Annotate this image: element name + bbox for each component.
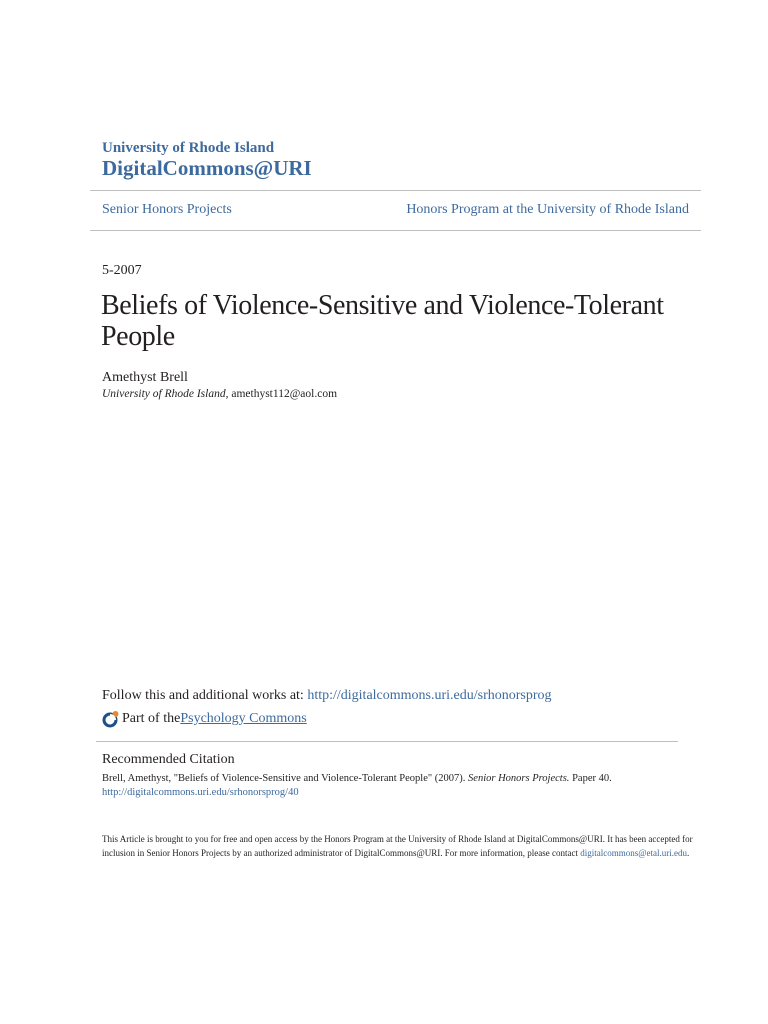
affiliation-name: University of Rhode Island <box>102 388 226 400</box>
repository-name[interactable]: DigitalCommons@URI <box>102 156 312 180</box>
notice-text: This Article is brought to you for free and open access by the Honors Program at the University of Rhode Island at DigitalCommons@URI. It has been accepted for inclusion in Senior Honors Projects by an authorized administrator of DigitalCommons@URI. For more information, please contact <box>102 834 693 858</box>
article-title: Beliefs of Violence-Sensitive and Violence-Tolerant People <box>101 290 664 352</box>
citation-series: Senior Honors Projects. <box>468 773 570 784</box>
notice-end: . <box>686 848 690 858</box>
citation-prefix: Brell, Amethyst, "Beliefs of Violence-Sensitive and Violence-Tolerant People" (2007). <box>102 773 469 784</box>
author-name: Amethyst Brell <box>102 370 188 385</box>
psychology-commons-link[interactable]: Psychology Commons <box>180 711 307 726</box>
part-of-label: Part of the <box>122 711 181 726</box>
top-rule <box>90 190 701 191</box>
series-link[interactable]: Senior Honors Projects <box>102 202 232 217</box>
author-affiliation <box>102 388 337 400</box>
citation-suffix: Paper 40. <box>569 773 612 784</box>
contact-email-link[interactable]: digitalcommons@etal.uri.edu <box>580 848 687 858</box>
author-email: , amethyst112@aol.com <box>225 388 338 400</box>
citation-heading: Recommended Citation <box>102 752 235 767</box>
nav-bottom-rule <box>90 230 701 231</box>
follow-label: Follow this and additional works at: <box>102 688 308 703</box>
publication-date: 5-2007 <box>102 263 142 278</box>
access-notice <box>102 832 702 860</box>
bepress-network-icon <box>102 710 120 728</box>
citation-text <box>102 773 612 784</box>
program-link[interactable]: Honors Program at the University of Rhode Island <box>406 202 689 217</box>
institution-name[interactable]: University of Rhode Island <box>102 140 275 156</box>
follow-line <box>102 688 552 704</box>
citation-url-link[interactable]: http://digitalcommons.uri.edu/srhonorsprog/40 <box>102 787 299 798</box>
citation-rule <box>96 741 678 742</box>
part-of-line <box>102 710 307 728</box>
follow-url-link[interactable]: http://digitalcommons.uri.edu/srhonorsprog <box>307 688 552 703</box>
